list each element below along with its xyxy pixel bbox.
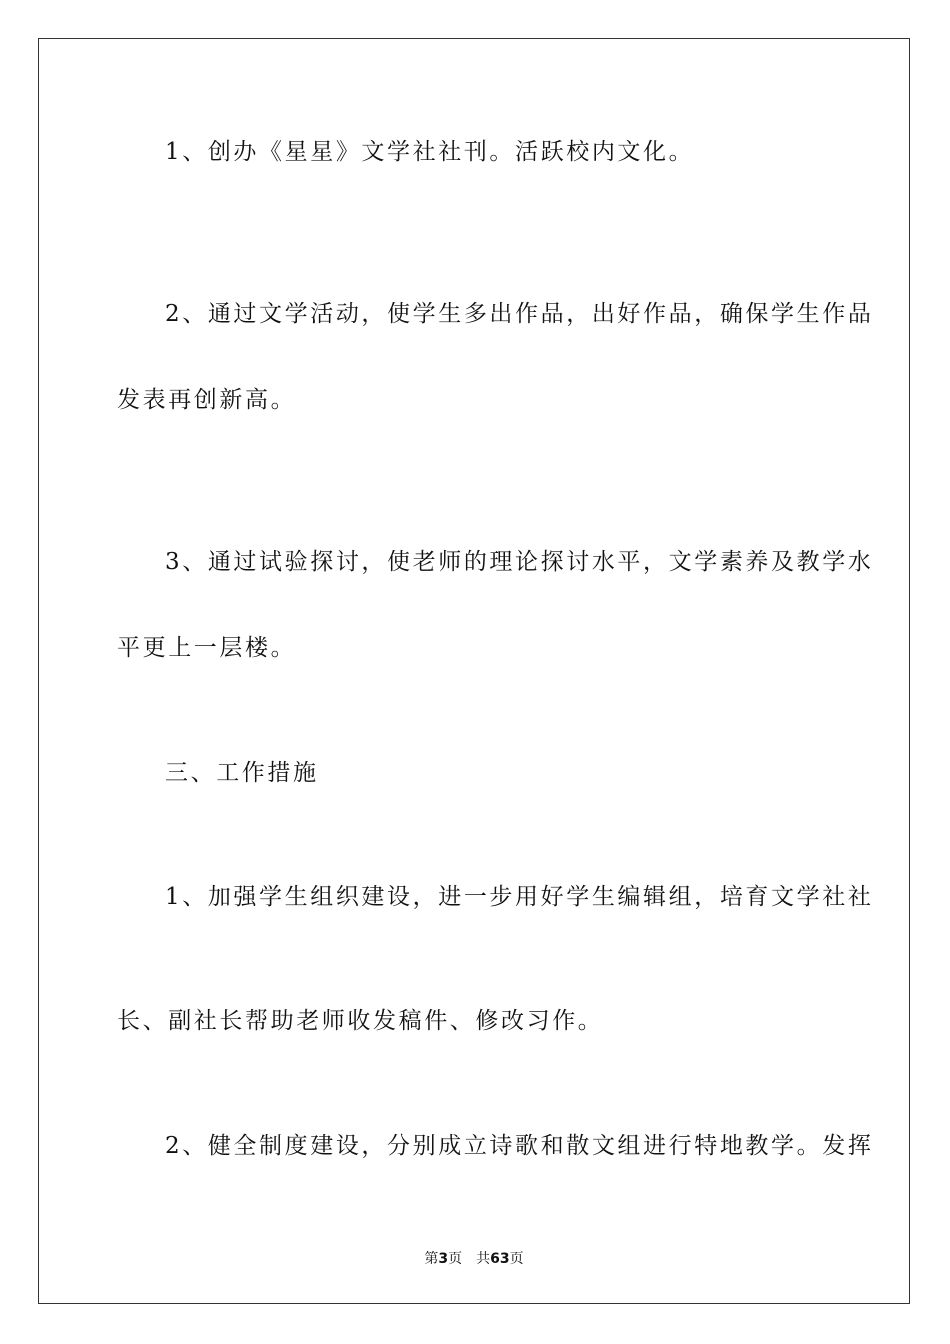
paragraph-line: 2、通过文学活动，使学生多出作品，出好作品，确保学生作品 — [165, 301, 874, 327]
page-suffix: 页 — [448, 1251, 463, 1267]
total-suffix: 页 — [509, 1251, 524, 1267]
paragraph-line: 1、加强学生组织建设，进一步用好学生编辑组，培育文学社社 — [165, 884, 874, 910]
paragraph-line: 1、创办《星星》文学社社刊。活跃校内文化。 — [165, 139, 695, 165]
page-footer — [39, 1249, 909, 1269]
page-number: 3 — [438, 1251, 449, 1267]
page-prefix: 第 — [424, 1251, 439, 1267]
paragraph-line: 平更上一层楼。 — [117, 635, 297, 661]
total-pages: 63 — [490, 1251, 510, 1267]
page-frame — [38, 38, 910, 1304]
paragraph-line: 3、通过试验探讨，使老师的理论探讨水平，文学素养及教学水 — [165, 549, 874, 575]
section-heading: 三、工作措施 — [165, 760, 319, 786]
paragraph-line: 发表再创新高。 — [117, 387, 297, 413]
total-prefix: 共 — [476, 1251, 491, 1267]
paragraph-line: 长、副社长帮助老师收发稿件、修改习作。 — [117, 1008, 604, 1034]
paragraph-line: 2、健全制度建设，分别成立诗歌和散文组进行特地教学。发挥 — [165, 1133, 874, 1159]
